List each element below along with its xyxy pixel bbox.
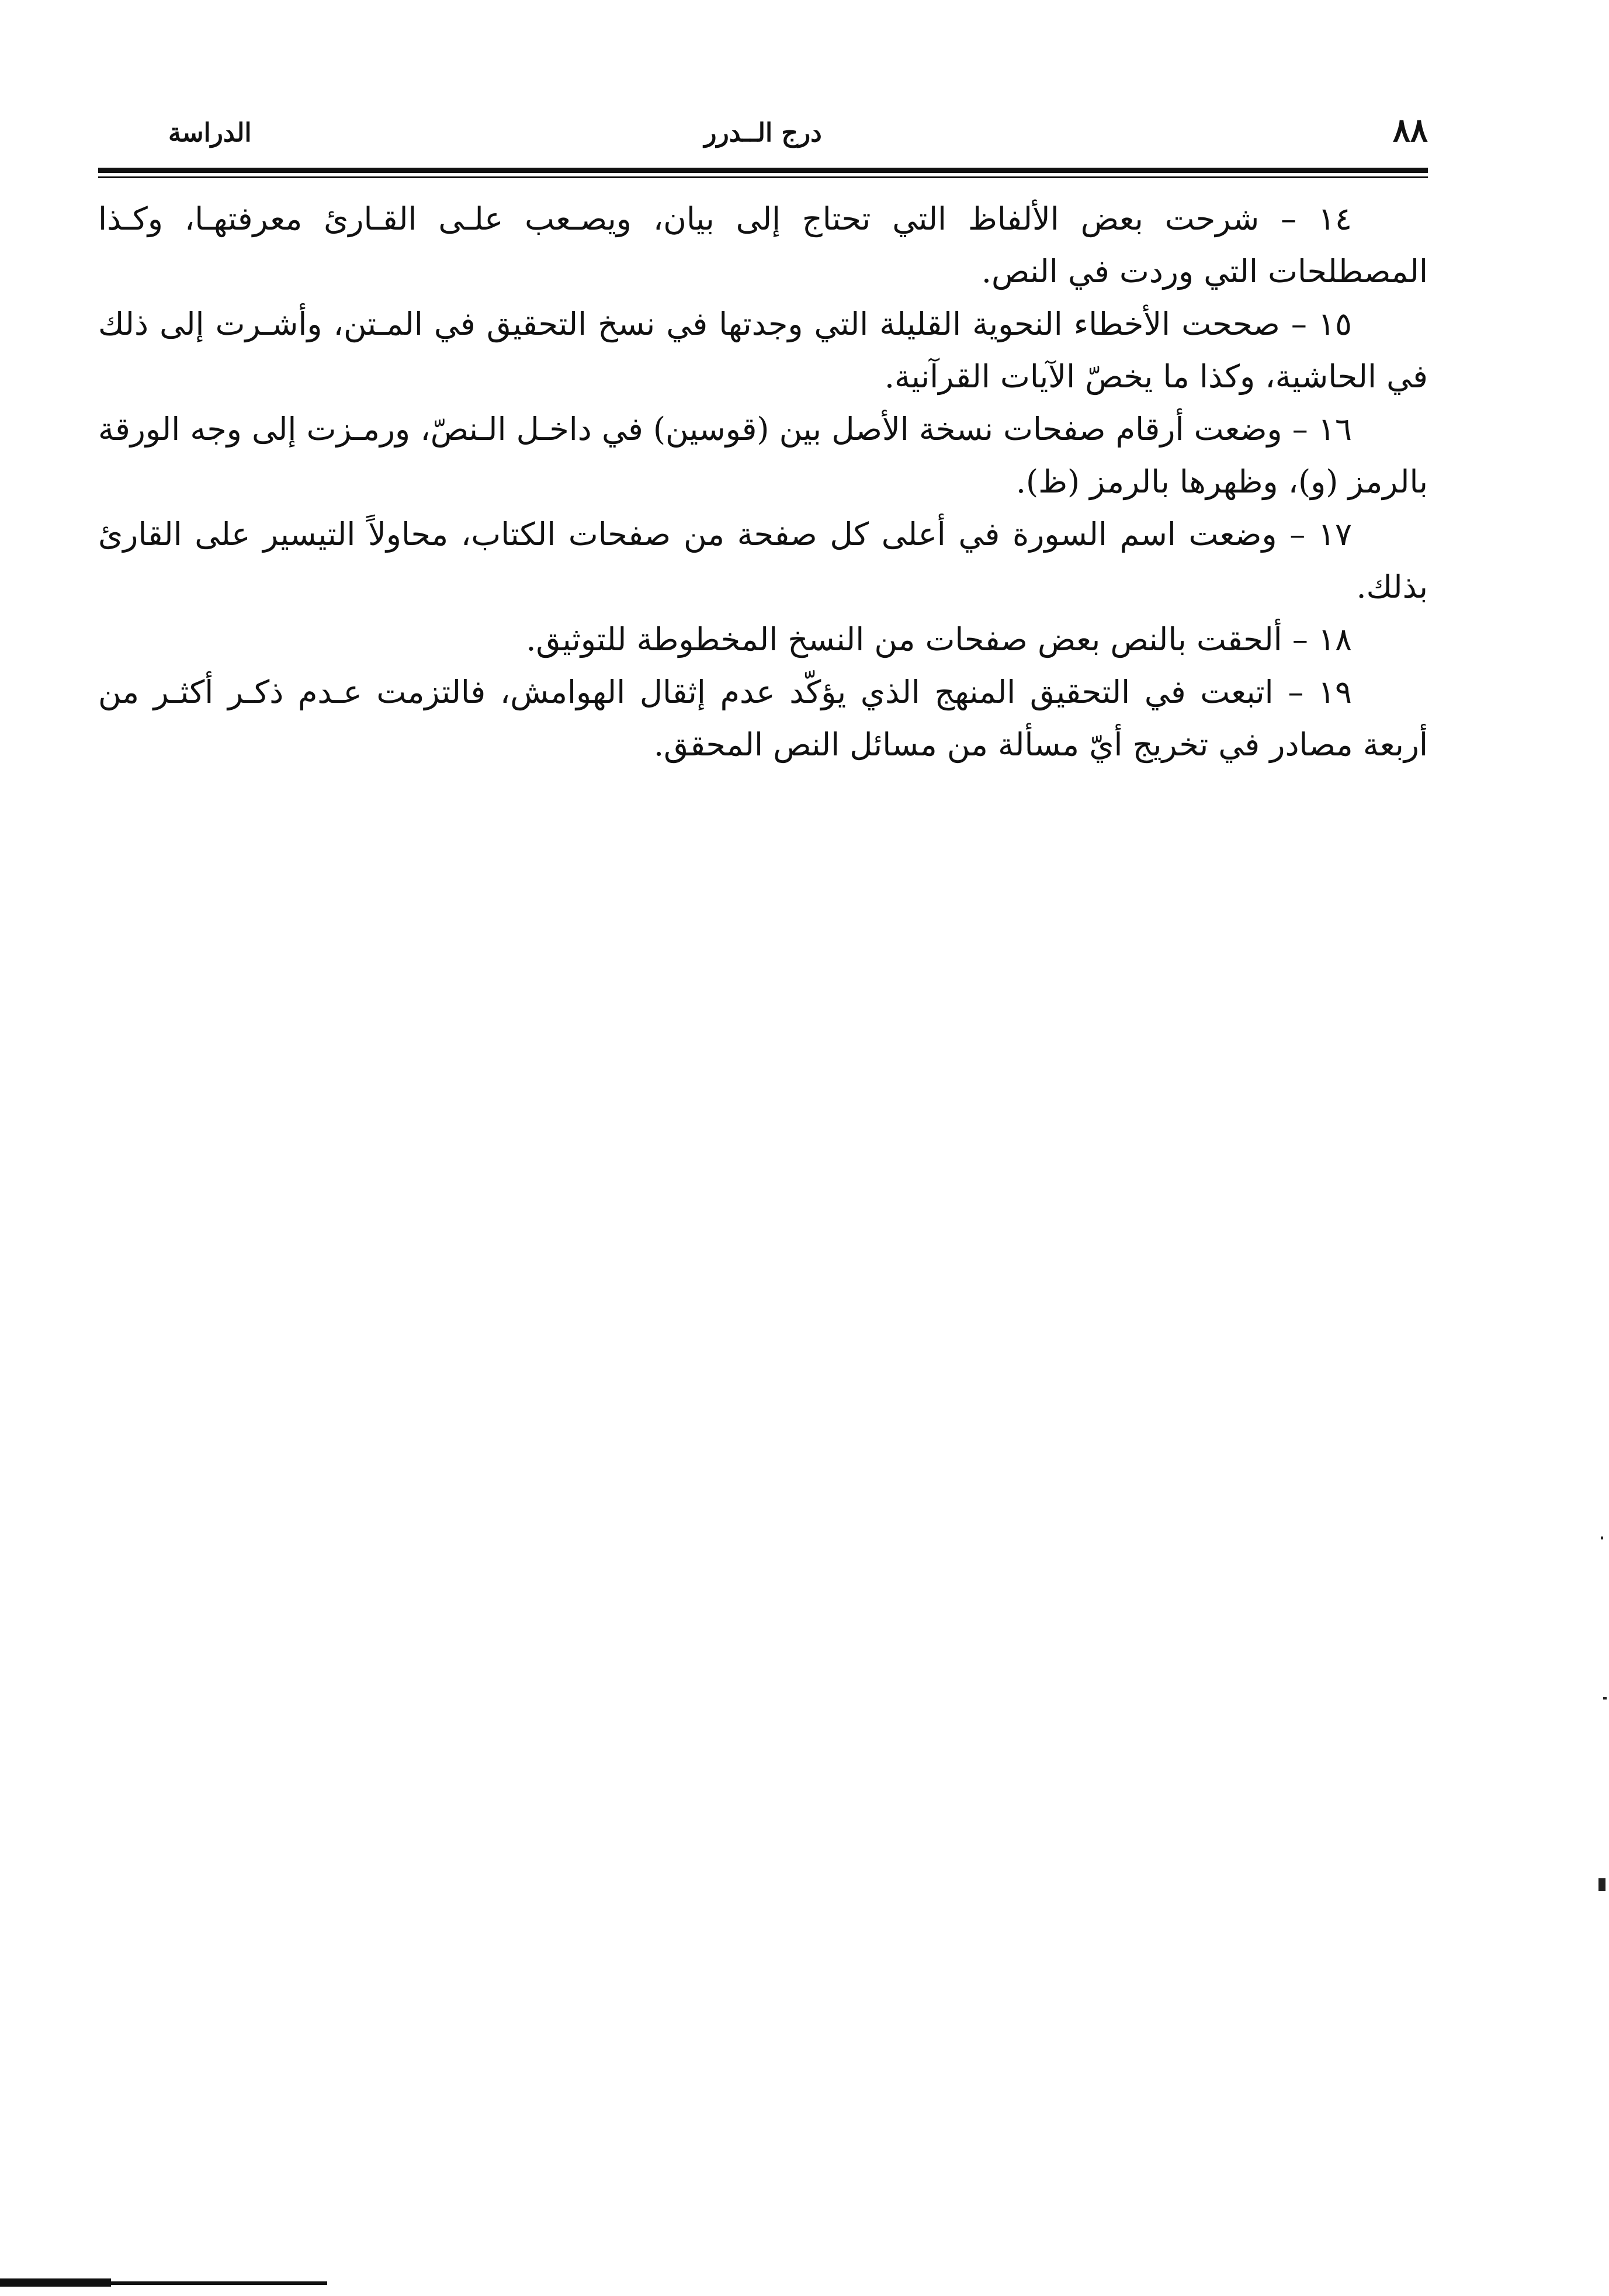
header-rule-thin <box>98 176 1428 178</box>
section-title: الدراسة <box>168 118 252 148</box>
paragraph-item-19: ١٩ – اتبعت في التحقيق المنهج الذي يؤكّد عدم إثقال الهوامش، فالتزمت عـدم ذكـر أكثـر من أربعة مصادر في تخريج أيّ مسألة من مسائل النص المحقق. <box>98 674 1428 763</box>
paragraph-item-18: ١٨ – ألحقت بالنص بعض صفحات من النسخ المخطوطة للتوثيق. <box>526 621 1352 658</box>
bottom-edge-line <box>0 2281 327 2285</box>
paragraph-item-15: ١٥ – صححت الأخطاء النحوية القليلة التي وجدتها في نسخ التحقيق في المـتن، وأشـرت إلى ذلك في الحاشية، وكذا ما يخصّ الآيات القرآنية. <box>98 306 1428 395</box>
page-number: ٨٨ <box>1392 111 1428 150</box>
paragraph-item-16: ١٦ – وضعت أرقام صفحات نسخة الأصل بين (قوسين) في داخـل الـنصّ، ورمـزت إلى وجه الورقة بالرمز (و)، وظهرها بالرمز (ظ). <box>98 411 1428 500</box>
scan-speck <box>1598 1878 1605 1891</box>
running-header <box>98 110 1428 165</box>
scan-speck <box>1603 1697 1607 1700</box>
paragraph-item-17: ١٧ – وضعت اسم السورة في أعلى كل صفحة من صفحات الكتاب، محاولاً التيسير على القارئ بذلك. <box>98 516 1428 605</box>
body-text <box>98 193 1428 771</box>
scan-speck <box>1601 1537 1603 1539</box>
header-rule <box>98 168 1428 173</box>
paragraph-item-14: ١٤ – شرحت بعض الألفاظ التي تحتاج إلى بيان، ويصـعب علـى القـارئ معرفتهـا، وكـذا المصطلحات التي وردت في النص. <box>98 200 1428 290</box>
book-title: درج الــدرر <box>704 118 822 148</box>
